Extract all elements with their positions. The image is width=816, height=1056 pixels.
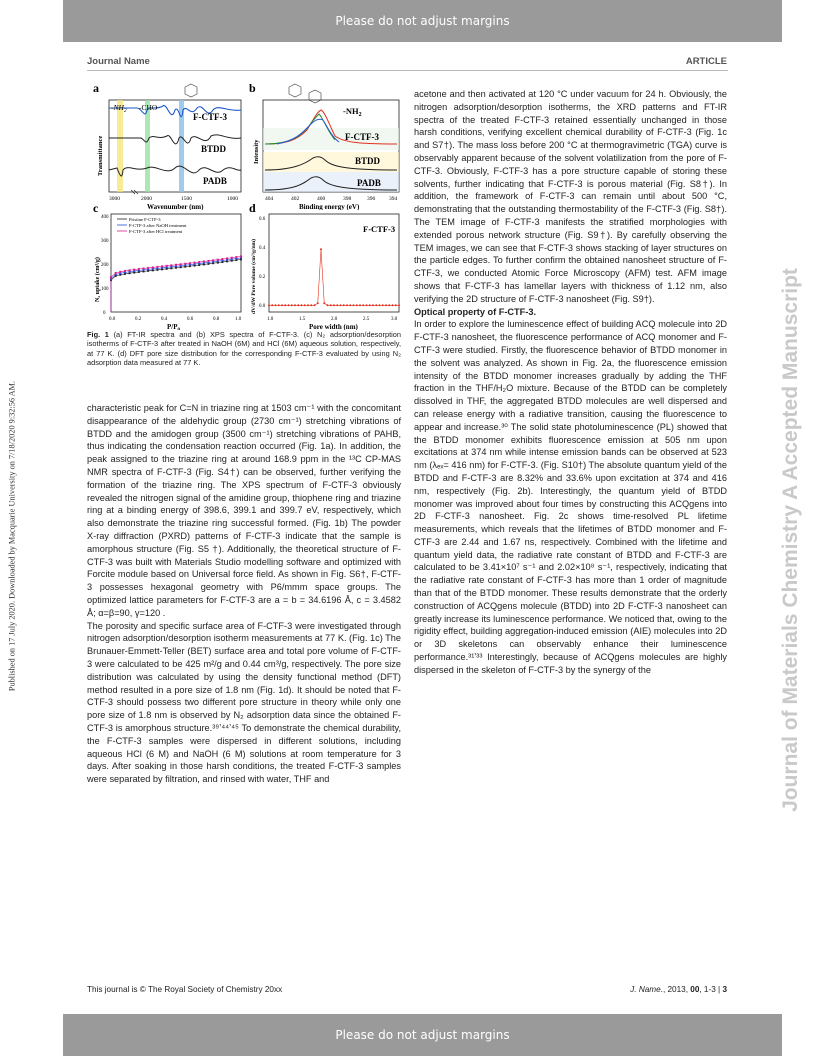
- panel-b-xtick: 402: [291, 196, 300, 202]
- page-footer: J. Name., 2013, 00, 1-3 | 3: [630, 985, 727, 994]
- panel-a-xtick: 2000: [141, 196, 152, 202]
- panel-d-tag: F-CTF-3: [363, 224, 396, 234]
- panel-a-xlabel: Wavenumber (nm): [147, 203, 204, 210]
- legend-hcl: F-CTF-3 after HCl treatment: [129, 229, 183, 234]
- panel-d-xtick: 2.0: [331, 317, 338, 322]
- panel-c-label: c: [93, 202, 99, 215]
- panel-c-ytick: 0: [103, 311, 106, 316]
- panel-c-ytick: 100: [101, 287, 109, 292]
- panel-d-xlabel: Pore width (nm): [309, 323, 358, 330]
- panel-c-xtick: 0.4: [161, 317, 168, 322]
- panel-b-series-fctf3: F-CTF-3: [345, 132, 379, 142]
- panel-c-ytick: 400: [101, 215, 109, 220]
- panel-a-xtick: 1000: [227, 196, 238, 202]
- panel-a-xtick: 1500: [181, 196, 192, 202]
- panel-d-xtick: 1.5: [299, 317, 306, 322]
- panel-b-xlabel: Binding energy (eV): [299, 203, 360, 210]
- panel-d-ylabel: dV/dW Pore volume (cm³/g/nm): [251, 239, 257, 314]
- panel-c-ytick: 300: [101, 239, 109, 244]
- panel-d-ytick: 0.4: [259, 246, 266, 251]
- paragraph: The porosity and specific surface area of F-CTF-3 were investigated through nitrogen adsorption/desorption isotherm measurements at 77 K. (Fig. 1c) The Brunauer-Emmett-Teller (BET) surface area and total pore volume of F-CTF-3 were calculated to be 425 m²/g and 0.44 cm³/g, respectively. The pore size distribution was calculated by using the density functional method (DFT) method resulted in a pore size of 1.8 nm (Fig. 1d). It should be noted that F-CTF-3 should possess two different pore structure in theory while only one pore size of 1.8 nm is observed by N₂ adsorption data since the obtained F-CTF-3 is amorphous structure.³⁹ʼ⁴⁴ʼ⁴⁵ To demonstrate the chemical durability, the F-CTF-3 samples were dispersed in different solutions, including aqueous HCl (6 M) and NaOH (6 M) solutions at room temperature for 3 days. After soaking in those harsh conditions, the treated F-CTF-3 samples were separated by filtration, and rinsed with water, THF and: [87, 620, 401, 785]
- panel-c-ylabel: N₂ uptake (cm³/g): [95, 257, 101, 302]
- panel-d-xtick: 2.5: [363, 317, 370, 322]
- panel-a-xtick: 3000: [109, 196, 120, 202]
- panel-c-xtick: 0.6: [187, 317, 194, 322]
- panel-b-ylabel: Intensity: [253, 139, 260, 164]
- pore-distribution-points: [268, 248, 400, 306]
- panel-c-legend: [117, 217, 187, 234]
- panel-b-xtick: 400: [317, 196, 326, 202]
- panel-d-xtick: 1.0: [267, 317, 274, 322]
- panel-b-series-padb: PADB: [357, 178, 381, 188]
- panel-c-ytick: 200: [101, 263, 109, 268]
- triazine-structure: [185, 84, 197, 97]
- panel-c-xtick: 1.0: [235, 317, 242, 322]
- article-header: ARTICLE: [685, 56, 727, 67]
- panel-a-series-padb: PADB: [203, 176, 227, 186]
- panel-c-isotherm: [87, 202, 247, 330]
- paragraph: In order to explore the luminescence effect of building ACQ molecule into 2D F-CTF-3 nanosheet, the fluorescence performance of ACQ monomer and F-CTF-3 were studied. Firstly, the fluorescence behavior of BTDD monomer in the solvent was analyzed. As shown in Fig. 2a, the fluorescence emission intensity of the BTDD monomer increases gradually by adding the THF fraction in the THF/H₂O mixture. Because of the BTDD can be completely dissolved in THF, the aggregated BTDD molecules are well dispersed and can release energy with a radiative transition, causing the fluorescence to appear and increase.³⁰ The solid state photoluminescence (PL) showed that the BTDD monomer exhibits fluorescence emission at 505 nm upon excitations at 374 nm while intense emission bands can be observed at 523 nm (λₑₓ= 416 nm) for F-CTF-3. (Fig. S10†) The absolute quantum yield of the BTDD and F-CTF-3 are 8.32% and 33.6% upon excitation at 374 and 416 nm, respectively (Fig. 2b). Interestingly, the quantum yield of BTDD monomer was improved about four times by constructing this ACQgens into 2D F-CTF-3 nanosheet. Fig. 2c shows time-resolved PL lifetime measurements, which reveals that the lifetimes of BTDD monomer and F-CTF-3 are 2.44 and 1.67 ns, respectively. Combined with the lifetime and quantum yield data, the radiative rate constant of BTDD and F-CTF-3 are calculated to be 3.41×10⁷ s⁻¹ and 2.02×10⁸ s⁻¹, respectively, indicating that the radiative rate constant of F-CTF-3 has more than 1 order of magnitude than that of the BTDD monomer. These results demonstrate that the orderly construction of ACQgens molecule (BTDD) into 2D F-CTF-3 nanosheet can greatly increase its luminescence performance. We noticed that, owing to the rigidity effect, building aggregation-induced emission (AIE) molecules into 2D or 3D skeletons can observably enhance their luminescence performance.³¹ʼ³³ Interestingly, because of ACQgens molecules are highly dispersed in the skeleton of F-CTF-3 by the synergy of the: [414, 319, 727, 675]
- bottom-margin-banner: Please do not adjust margins: [63, 1014, 782, 1056]
- legend-pristine: Pristine F-CTF-3: [129, 217, 161, 222]
- panel-b-xtick: 404: [265, 196, 274, 202]
- panel-c-xtick: 0.8: [213, 317, 220, 322]
- panel-a-series-fctf3: F-CTF-3: [193, 112, 227, 122]
- panel-b-xps: [247, 80, 403, 210]
- isotherm-points: [110, 255, 242, 312]
- publication-stamp: Published on 17 July 2020. Downloaded by Macquarie University on 7/18/2020 9:32:56 AM.: [7, 380, 17, 692]
- panel-d-xtick: 3.0: [391, 317, 398, 322]
- panel-d-pore-size: [247, 202, 403, 330]
- panel-b-series-btdd: BTDD: [355, 156, 381, 166]
- panel-c-xlabel: P/P: [167, 323, 178, 330]
- panel-b-tag: $-NH_2$: [343, 106, 362, 118]
- top-margin-banner: Please do not adjust margins: [63, 0, 782, 42]
- panel-d-ytick: 0.6: [259, 217, 266, 222]
- legend-naoh: F-CTF-3 after NaOH treatment: [129, 223, 187, 228]
- panel-b-xtick: 396: [367, 196, 376, 202]
- panel-a-ftir: [87, 80, 247, 210]
- section-title: Optical property of F-CTF-3.: [414, 306, 536, 317]
- left-column: [87, 402, 401, 786]
- header-rule: [87, 70, 728, 71]
- panel-a-tag-nh2: $-NH_2$: [111, 103, 127, 114]
- panel-d-ytick: 0.0: [259, 304, 266, 309]
- panel-c-xtick: 0.0: [109, 317, 116, 322]
- accepted-manuscript-watermark: Journal of Materials Chemistry A Accepted Manuscript: [779, 268, 802, 812]
- panel-b-label: b: [249, 81, 256, 95]
- copyright-footer: This journal is © The Royal Society of Chemistry 20xx: [87, 985, 283, 994]
- panel-a-ylabel: Transmittance: [97, 135, 104, 176]
- journal-name-header: Journal Name: [87, 56, 150, 67]
- panel-c-xtick: 0.2: [135, 317, 142, 322]
- paragraph: acetone and then activated at 120 °C under vacuum for 24 h. Obviously, the nitrogen adsorption/desorption isotherms, the XRD patterns and FT-IR spectra of the treated F-CTF-3 retained essentially unchanged in those harsh conditions, verifying excellent chemical durability of F-CTF-3 (Fig. 1c and S7†). The mass loss before 200 °C at thermogravimetric (TGA) curve is observably apparent because of the solvent volatilization from the pore of F-CTF-3. Obviously, F-CTF-3 has a pore structure capable of storing these solvents, further indicating that F-CTF-3 is porous material (Fig. S8†). In addition, the framework of F-CTF-3 can remain until about 500 °C, demonstrating that the outstanding thermostability of the F-CTF-3 (Fig. S8†). The TEM image of F-CTF-3 manifests the stratified morphologies with extended porous network structure (Fig. S9†). By carefully observing the TEM images, we can see that F-CTF-3 shows stacking of layer structures on the particle edges. To further confirm the obtained nanosheet structure of F-CTF-3, we conducted Atomic Force Microscopy (AFM) test. AFM image shows that F-CTF-3 has lamellar layers with thickness of 1.12 nm, also verifying the 2D structure of F-CTF-3 nanosheet (Fig. S9†).: [414, 89, 727, 304]
- panel-a-tag-cho: -CHO: [139, 103, 158, 112]
- panel-b-xtick: 394: [389, 196, 398, 202]
- figure-caption: Fig. 1 (a) FT-IR spectra and (b) XPS spectra of F-CTF-3. (c) N₂ adsorption/desorption isotherms of F-CTF-3 after treated in NaOH (6M) and HCl (6M) aqueous solution, respectively, at 77 K. (d) DFT pore size distribution for the corresponding F-CTF-3 evaluated by using N₂ adsorption data measured at 77 K.: [87, 330, 401, 368]
- paragraph: characteristic peak for C=N in triazine ring at 1503 cm⁻¹ with the concomitant disappearance of the aldehydic group (2730 cm⁻¹) stretching vibrations of BTDD and the amidogen group (3500 cm⁻¹) stretching vibrations of PAHB, thus indicating the condensation reaction occurred (Fig. 1a). In addition, the peak assigned to the triazine ring at around 168.9 ppm in the ¹³C CP-MAS NMR spectra of F-CTF-3 (Fig. S4†) can be observed, further verifying the formation of the triazine ring. The XPS spectrum of F-CTF-3 obviously revealed the nitrogen signal of the amidine group, thiophene ring and triazine ring at a binding energy of 398.6, 399.1 and 399.7 eV, respectively, which also demonstrate the triazine ring successful formed. (Fig. 1b) The powder X-ray diffraction (PXRD) patterns of F-CTF-3 indicate that the sample is amorphous structure (Fig. S5 †). Additionally, the theoretical structure of F-CTF-3 was built with Materials Studio modelling software and optimized with Forcite module based on Universal force field. As shown in Fig. S6†, F-CTF-3 possesses hexagonal geometry with P6/mmm space groups. The optimized lattice parameters for F-CTF-3 are a = b = 34.6196 Å, c = 3.4582 Å; α=β=90, γ=120 .: [87, 403, 401, 618]
- panel-d-label: d: [249, 202, 256, 215]
- right-column: [414, 88, 727, 677]
- panel-b-xtick: 398: [343, 196, 352, 202]
- panel-d-ytick: 0.2: [259, 275, 266, 280]
- panel-a-label: a: [93, 81, 99, 95]
- panel-a-series-btdd: BTDD: [201, 144, 227, 154]
